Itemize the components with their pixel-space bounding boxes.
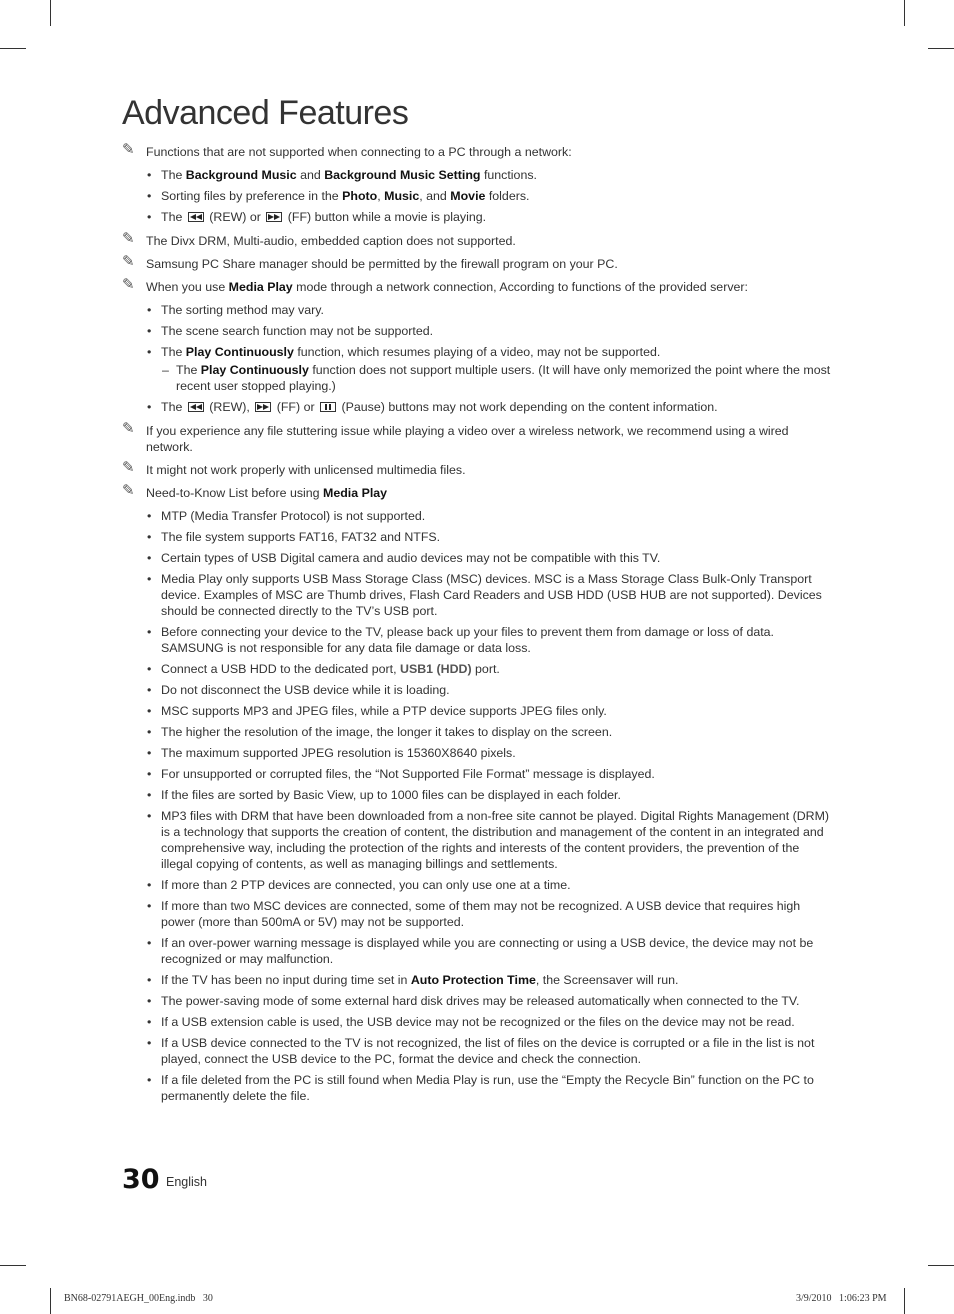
- item-text: The maximum supported JPEG resolution is 15360X8640 pixels.: [161, 746, 516, 760]
- bullet-icon: •: [147, 899, 152, 913]
- item-text: If a file deleted from the PC is still found when Media Play is run, use the “Empty the Recycle Bin” function on the PC to permanently delete the file.: [161, 1073, 814, 1103]
- rewind-button-icon: [188, 212, 204, 222]
- page-title: Advanced Features: [122, 94, 409, 132]
- fast-forward-button-icon: [255, 402, 271, 412]
- item-text: The: [161, 210, 186, 224]
- bold-term: Media Play: [323, 486, 388, 500]
- pencil-note-icon: ✎: [122, 459, 135, 476]
- bullet-icon: •: [147, 345, 152, 359]
- list-item: [122, 972, 832, 988]
- bullet-icon: •: [147, 809, 152, 823]
- item-text: (FF) or: [273, 400, 319, 414]
- bullet-icon: •: [147, 530, 152, 544]
- pencil-note-icon: ✎: [122, 253, 135, 270]
- bullet-icon: •: [147, 1036, 152, 1050]
- bold-term: Music: [384, 189, 420, 203]
- item-text: Do not disconnect the USB device while it is loading.: [161, 683, 450, 697]
- pencil-note-icon: ✎: [122, 420, 135, 437]
- bold-term: Play Continuously: [200, 363, 309, 377]
- list-item: [122, 1014, 832, 1030]
- bullet-icon: •: [147, 551, 152, 565]
- list-item: [122, 1035, 832, 1067]
- crop-mark: [928, 48, 954, 49]
- bullet-icon: •: [147, 1015, 152, 1029]
- bullet-icon: •: [147, 210, 152, 224]
- crop-mark: [904, 1288, 905, 1314]
- item-text: The scene search function may not be supported.: [161, 324, 434, 338]
- note-text: If you experience any file stuttering issue while playing a video over a wireless network, we recommend using a wired network.: [146, 424, 789, 454]
- list-item: [122, 529, 832, 545]
- item-text: function does not support multiple users. (It will have only memorized the point where the most recent user stopped playing.): [176, 363, 831, 393]
- item-text: The: [176, 363, 201, 377]
- item-text: (REW) or: [205, 210, 265, 224]
- item-text: and: [296, 168, 325, 182]
- item-text: Before connecting your device to the TV, please back up your files to prevent them from damage or loss of data. SAMSUNG is not responsible for any data file damage or data loss.: [161, 625, 774, 655]
- list-item: [122, 682, 832, 698]
- bullet-icon: •: [147, 936, 152, 950]
- list-item: [122, 1072, 832, 1104]
- dash-icon: –: [162, 363, 169, 377]
- crop-mark: [50, 0, 51, 26]
- item-text: (Pause) buttons may not work depending on the content information.: [338, 400, 718, 414]
- item-text: If more than 2 PTP devices are connected, you can only use one at a time.: [161, 878, 571, 892]
- list-item: [122, 209, 832, 225]
- item-text: , the Screensaver will run.: [535, 973, 679, 987]
- page-content: [122, 141, 832, 1112]
- note-text: When you use: [146, 280, 229, 294]
- item-text: For unsupported or corrupted files, the “Not Supported File Format” message is displayed.: [161, 767, 655, 781]
- bullet-icon: •: [147, 662, 152, 676]
- list-item: [122, 745, 832, 761]
- pencil-note-icon: ✎: [122, 276, 135, 293]
- port-label: USB1 (HDD): [400, 662, 472, 676]
- note: [122, 276, 832, 295]
- pencil-note-icon: ✎: [122, 482, 135, 499]
- item-text: functions.: [480, 168, 537, 182]
- item-text: Certain types of USB Digital camera and audio devices may not be compatible with this TV.: [161, 551, 661, 565]
- crop-mark: [904, 0, 905, 26]
- list-item: [122, 661, 832, 677]
- bold-term: Background Music Setting: [324, 168, 481, 182]
- bullet-list: [122, 508, 832, 1104]
- sub-item: [122, 362, 832, 394]
- list-item: [122, 898, 832, 930]
- item-text: MP3 files with DRM that have been downloaded from a non-free site cannot be played. Digital Rights Management (DRM) is a technology that supports the creation of content, the distribution and management of the content in an integrated and comprehensive way, including the protection of the rights and interests of the content providers, the prevention of the illegal copying of contents, as well as managing billings and settlements.: [161, 809, 830, 871]
- note: [122, 420, 832, 455]
- note: [122, 482, 832, 501]
- bold-term: Auto Protection Time: [410, 973, 536, 987]
- crop-mark: [0, 48, 26, 49]
- bullet-icon: •: [147, 994, 152, 1008]
- footer-language: English: [166, 1175, 207, 1189]
- item-text: If a USB device connected to the TV is not recognized, the list of files on the device is corrupted or a file in the list is not played, connect the USB device to the PC, format the device and check the connection.: [161, 1036, 815, 1066]
- item-text: The: [161, 400, 186, 414]
- list-item: [122, 167, 832, 183]
- list-item: [122, 399, 832, 415]
- item-text: ,: [377, 189, 385, 203]
- bullet-icon: •: [147, 746, 152, 760]
- item-text: The: [161, 168, 186, 182]
- note-text: mode through a network connection, According to functions of the provided server:: [292, 280, 748, 294]
- item-text: The: [161, 345, 186, 359]
- item-text: function, which resumes playing of a video, may not be supported.: [293, 345, 661, 359]
- list-item: [122, 935, 832, 967]
- page-number: 30: [122, 1164, 160, 1195]
- bullet-icon: •: [147, 767, 152, 781]
- bullet-list: [122, 167, 832, 225]
- item-text: port.: [471, 662, 500, 676]
- item-text: The sorting method may vary.: [161, 303, 324, 317]
- item-text: Media Play only supports USB Mass Storage Class (MSC) devices. MSC is a Mass Storage Class Bulk-Only Transport device. Examples of MSC are Thumb drives, Flash Card Readers and USB HDD (USB HUB are not supported). Devices should be connected directly to the TV’s USB port.: [161, 572, 822, 618]
- note: [122, 230, 832, 249]
- item-text: The power-saving mode of some external hard disk drives may be released automatically when connected to the TV.: [161, 994, 800, 1008]
- note-text: It might not work properly with unlicensed multimedia files.: [146, 463, 466, 477]
- list-item: [122, 571, 832, 619]
- crop-mark: [50, 1288, 51, 1314]
- print-date-info: 3/9/2010 1:06:23 PM: [796, 1293, 887, 1304]
- note: [122, 459, 832, 478]
- list-item: [122, 766, 832, 782]
- bold-term: Photo: [342, 189, 378, 203]
- list-item: [122, 508, 832, 524]
- note-text: Need-to-Know List before using: [146, 486, 324, 500]
- item-text: If more than two MSC devices are connected, some of them may not be recognized. A USB device that requires high power (more than 500mA or 5V) may not be supported.: [161, 899, 801, 929]
- item-text: Sorting files by preference in the: [161, 189, 343, 203]
- item-text: If an over-power warning message is displayed while you are connecting or using a USB device, the device may not be recognized or may malfunction.: [161, 936, 814, 966]
- item-text: MSC supports MP3 and JPEG files, while a PTP device supports JPEG files only.: [161, 704, 607, 718]
- bullet-icon: •: [147, 168, 152, 182]
- item-text: folders.: [485, 189, 530, 203]
- pencil-note-icon: ✎: [122, 230, 135, 247]
- item-text: Connect a USB HDD to the dedicated port,: [161, 662, 400, 676]
- fast-forward-button-icon: [266, 212, 282, 222]
- bullet-icon: •: [147, 725, 152, 739]
- list-item: [122, 787, 832, 803]
- item-text: If the TV has been no input during time set in: [161, 973, 411, 987]
- list-item: [122, 877, 832, 893]
- bullet-icon: •: [147, 973, 152, 987]
- note-text: Functions that are not supported when connecting to a PC through a network:: [146, 145, 572, 159]
- crop-mark: [928, 1265, 954, 1266]
- bullet-icon: •: [147, 572, 152, 586]
- rewind-button-icon: [188, 402, 204, 412]
- bullet-icon: •: [147, 189, 152, 203]
- list-item: [122, 188, 832, 204]
- bullet-icon: •: [147, 683, 152, 697]
- note-text: Samsung PC Share manager should be permitted by the firewall program on your PC.: [146, 257, 618, 271]
- bullet-icon: •: [147, 324, 152, 338]
- bullet-icon: •: [147, 625, 152, 639]
- item-text: , and: [419, 189, 451, 203]
- crop-mark: [0, 1265, 26, 1266]
- bold-term: Movie: [450, 189, 486, 203]
- bullet-icon: •: [147, 303, 152, 317]
- list-item: [122, 624, 832, 656]
- pencil-note-icon: ✎: [122, 141, 135, 158]
- item-text: MTP (Media Transfer Protocol) is not supported.: [161, 509, 426, 523]
- item-text: If a USB extension cable is used, the USB device may not be recognized or the files on the device may not be read.: [161, 1015, 795, 1029]
- list-item: [122, 302, 832, 318]
- list-item: [122, 703, 832, 719]
- bullet-icon: •: [147, 788, 152, 802]
- list-item: [122, 323, 832, 339]
- note: [122, 141, 832, 160]
- print-file-info: BN68-02791AEGH_00Eng.indb 30: [64, 1293, 213, 1304]
- bullet-icon: •: [147, 509, 152, 523]
- item-text: The higher the resolution of the image, the longer it takes to display on the screen.: [161, 725, 613, 739]
- bold-term: Media Play: [228, 280, 293, 294]
- list-item: [122, 550, 832, 566]
- bullet-icon: •: [147, 704, 152, 718]
- bold-term: Background Music: [185, 168, 297, 182]
- bullet-icon: •: [147, 1073, 152, 1087]
- bullet-icon: •: [147, 878, 152, 892]
- bullet-list: [122, 302, 832, 415]
- note-text: The Divx DRM, Multi-audio, embedded caption does not supported.: [146, 234, 516, 248]
- list-item: [122, 808, 832, 872]
- list-item: [122, 344, 832, 394]
- pause-button-icon: [320, 402, 336, 412]
- item-text: (REW),: [205, 400, 254, 414]
- note: [122, 253, 832, 272]
- item-text: If the files are sorted by Basic View, up to 1000 files can be displayed in each folder.: [161, 788, 621, 802]
- list-item: [122, 993, 832, 1009]
- list-item: [122, 724, 832, 740]
- item-text: The file system supports FAT16, FAT32 and NTFS.: [161, 530, 441, 544]
- item-text: (FF) button while a movie is playing.: [284, 210, 487, 224]
- bold-term: Play Continuously: [185, 345, 294, 359]
- bullet-icon: •: [147, 400, 152, 414]
